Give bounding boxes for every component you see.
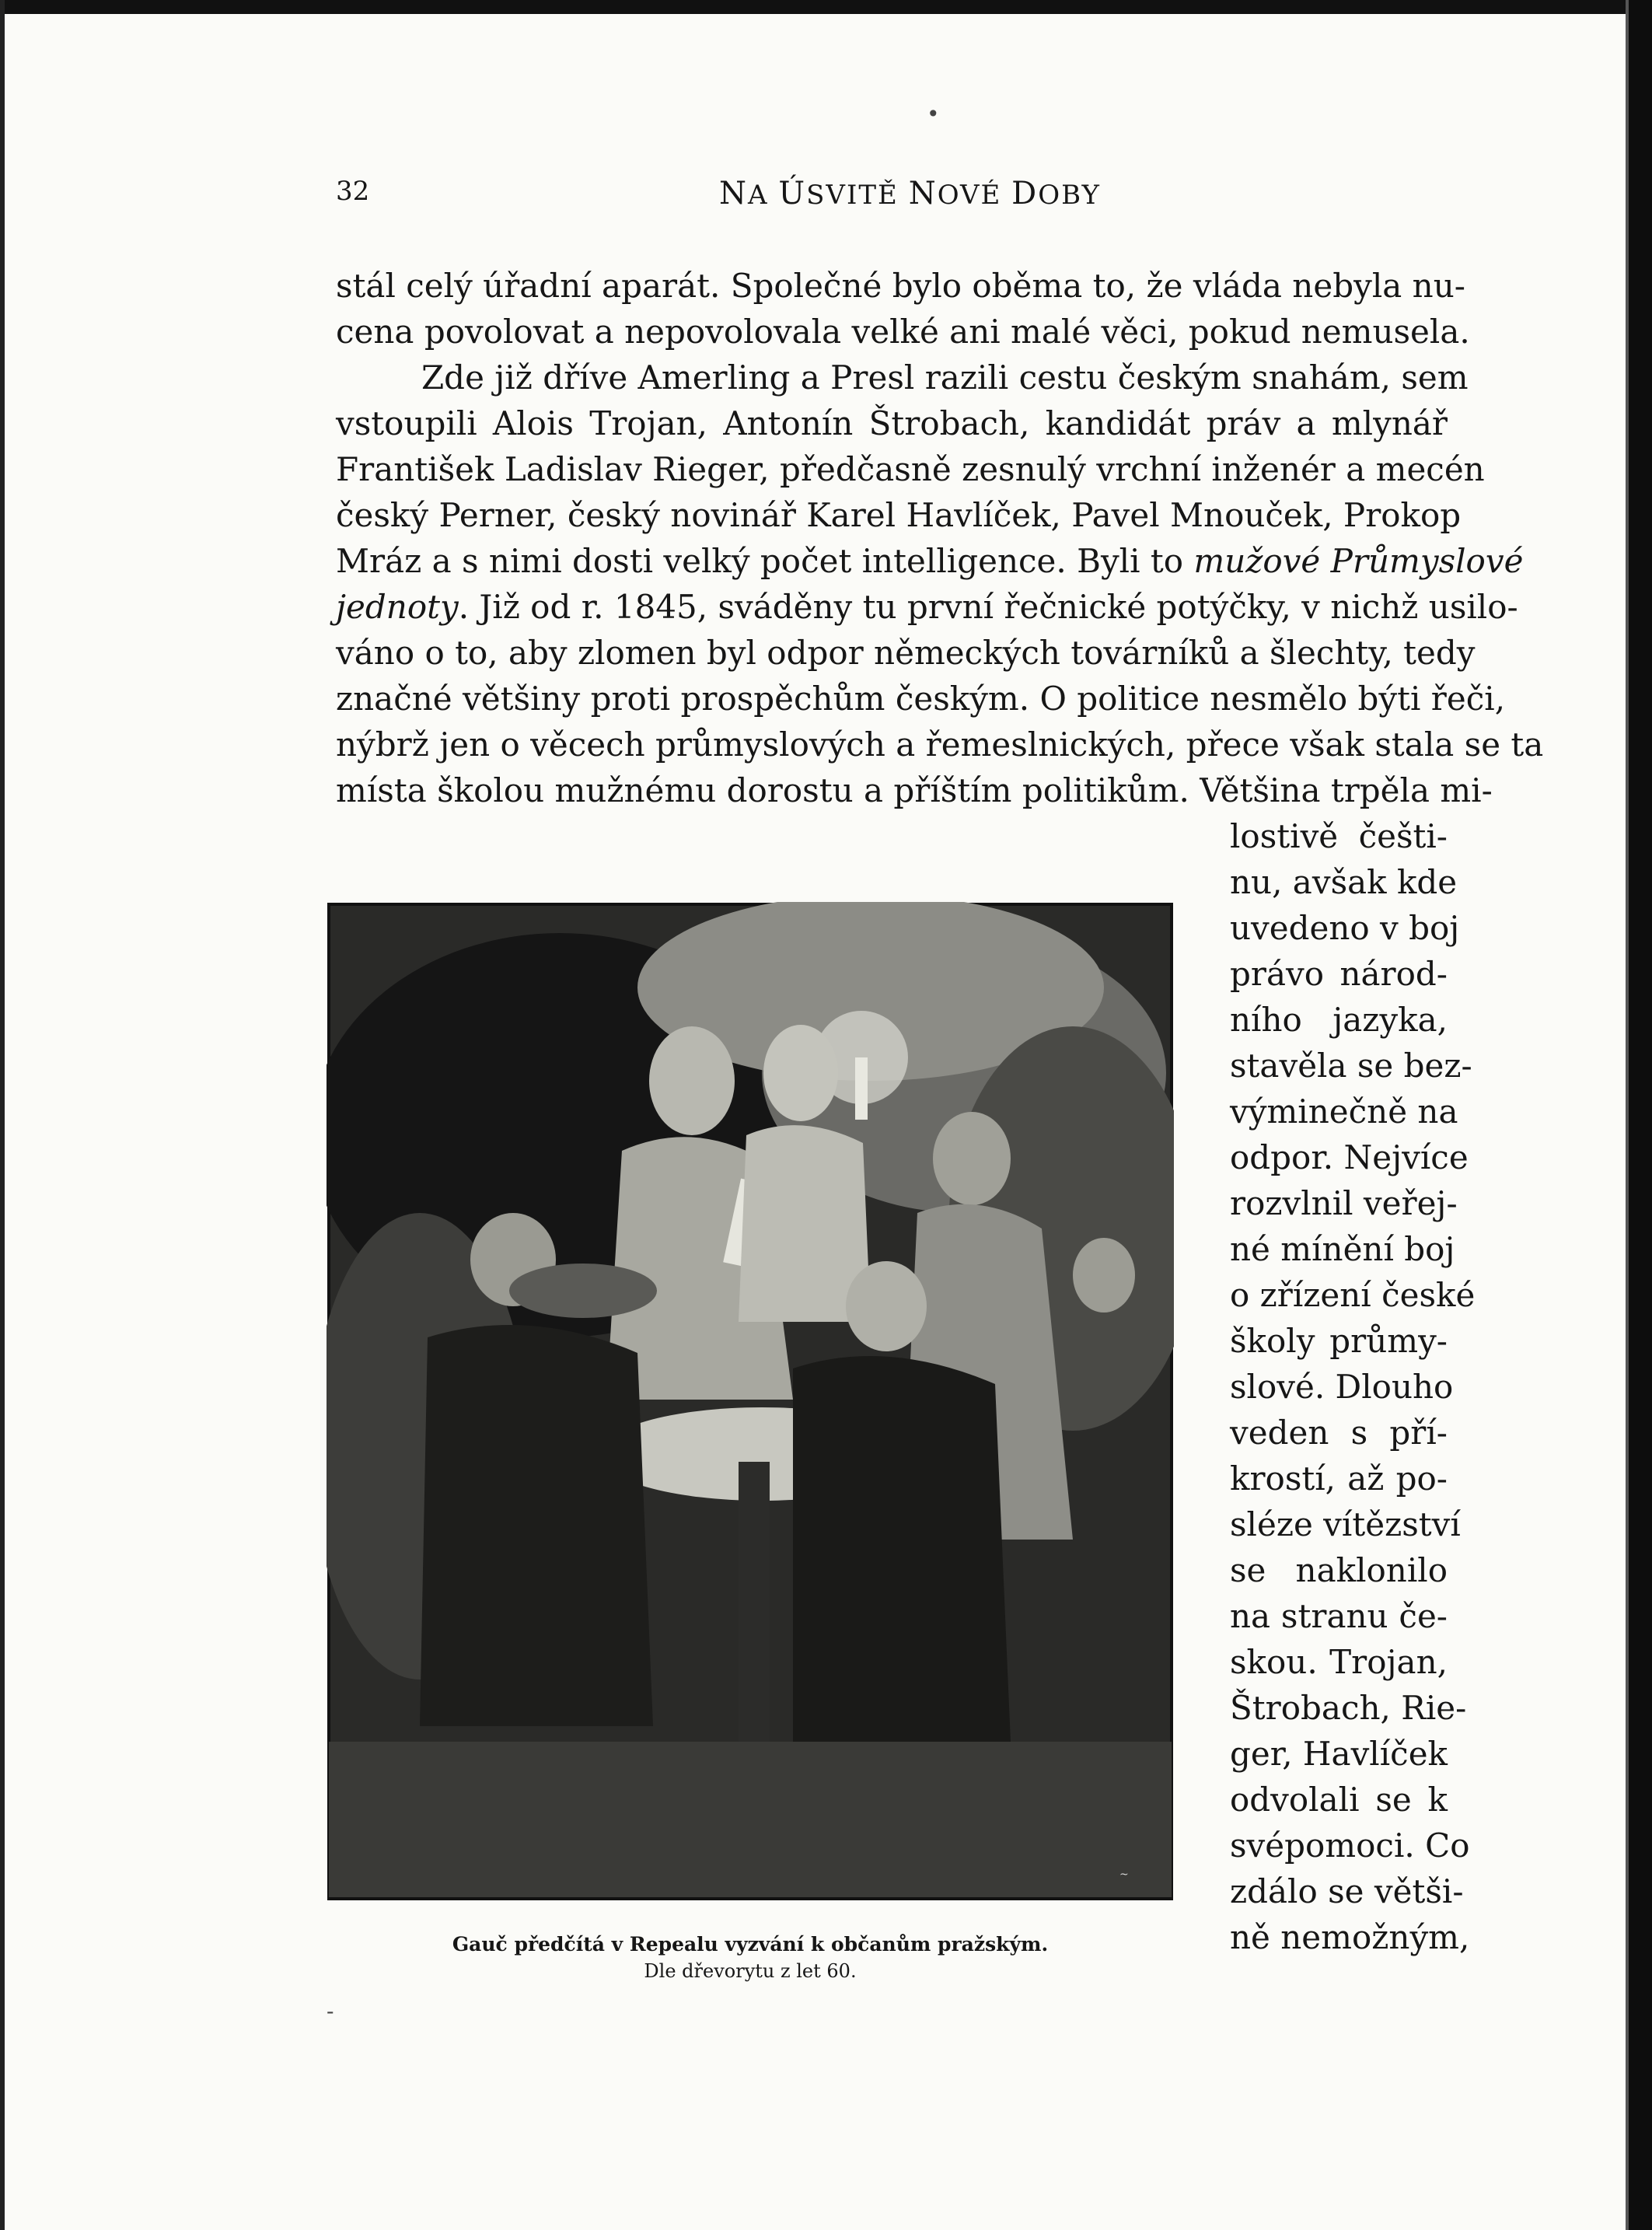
text-line: jednoty. Již od r. 1845, sváděny tu první řečnické potýčky, v nichž usilo- [336, 588, 1518, 626]
text-line: se naklonilo [1230, 1551, 1448, 1589]
running-title: NA ÚSVITĚ NOVÉ DOBY [719, 176, 1101, 211]
text-line: na stranu če- [1230, 1597, 1448, 1635]
text-line: váno o to, aby zlomen byl odpor německých továrníků a šlechty, tedy [336, 634, 1476, 672]
text-line: svépomoci. Co [1230, 1826, 1470, 1865]
text-line: školy průmy- [1230, 1322, 1448, 1360]
scan-border-left [0, 0, 5, 2230]
text-line: slové. Dlouho [1230, 1368, 1454, 1406]
text-line: krostí, až po- [1230, 1459, 1448, 1498]
text-line: veden s pří- [1230, 1414, 1448, 1452]
text-line: né mínění boj [1230, 1230, 1455, 1268]
text-line: odpor. Nejvíce [1230, 1138, 1469, 1176]
figure-caption [327, 1931, 1174, 1984]
text-line: místa školou mužnému dorostu a příštím politikům. Většina trpěla mi- [336, 771, 1493, 809]
text-line: stál celý úřadní aparát. Společné bylo oběma to, že vláda nebyla nu- [336, 267, 1465, 305]
text-line: František Ladislav Rieger, předčasně zesnulý vrchní inženér a mecén [336, 450, 1485, 488]
body-paragraphs [336, 263, 1544, 813]
text-line: český Perner, český novinář Karel Havlíček, Pavel Mnouček, Prokop [336, 496, 1462, 534]
text-line: ního jazyka, [1230, 1001, 1448, 1039]
text-line: nu, avšak kde [1230, 863, 1458, 901]
text-line: vstoupili Alois Trojan, Antonín Štrobach, kandidát práv a mlynář [336, 404, 1448, 442]
scan-border-top [0, 0, 1652, 14]
side-column-text [1230, 813, 1476, 1960]
scan-border-right [1629, 0, 1652, 2230]
scan-speck: - [327, 1998, 334, 2024]
text-line: zdálo se větši- [1230, 1872, 1464, 1910]
text-line: Mráz a s nimi dosti velký počet intelligence. Byli to mužové Průmyslové [336, 542, 1524, 580]
text-line: výminečně na [1230, 1092, 1458, 1131]
page-number: 32 [336, 176, 370, 207]
svg-text:~: ~ [1119, 1868, 1129, 1881]
text-line: ger, Havlíček [1230, 1735, 1448, 1773]
text-line: ně nemožným, [1230, 1918, 1470, 1956]
text-line: lostivě češti- [1230, 817, 1448, 855]
reader-head [649, 1026, 735, 1135]
engraving-illustration [327, 902, 1174, 1901]
text-line: skou. Trojan, [1230, 1643, 1448, 1681]
text-line: cena povolovat a nepovolovala velké ani malé věci, pokud nemusela. [336, 313, 1470, 351]
scan-speck: • [927, 101, 940, 127]
hat [509, 1264, 657, 1318]
text-line: rozvlnil veřej- [1230, 1184, 1458, 1222]
text-line: uvedeno v boj [1230, 909, 1460, 947]
text-line: stavěla se bez- [1230, 1047, 1472, 1085]
text-line: nýbrž jen o věcech průmyslových a řemeslnických, přece však stala se ta [336, 725, 1544, 764]
caption-credit: Dle dřevorytu z let 60. [644, 1960, 857, 1982]
text-line: Štrobach, Rie- [1230, 1689, 1467, 1727]
candle [855, 1057, 868, 1120]
text-line: odvolali se k [1230, 1781, 1448, 1819]
text-line: právo národ- [1230, 955, 1448, 993]
text-line: Zde již dříve Amerling a Presl razili cestu českým snahám, sem [421, 358, 1469, 397]
caption-title: Gauč předčítá v Repealu vyzvání k občanům pražským. [452, 1933, 1049, 1956]
text-line: o zřízení české [1230, 1276, 1476, 1314]
text-line: značné většiny proti prospěchům českým. O politice nesmělo býti řeči, [336, 680, 1506, 718]
text-line: sléze vítězství [1230, 1505, 1461, 1543]
